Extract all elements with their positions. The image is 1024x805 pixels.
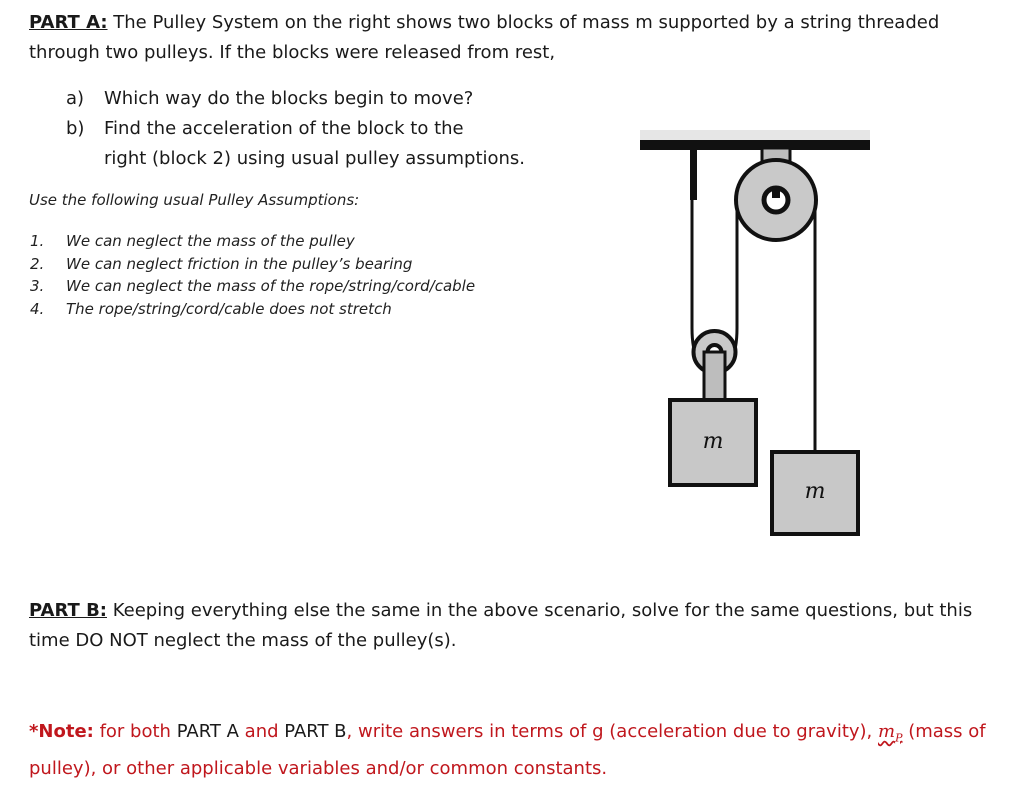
list-item-number: 4.: [30, 299, 45, 318]
note-heading: *Note:: [29, 721, 94, 742]
note-text-3: and: [238, 721, 285, 742]
note-part-b: PART B: [284, 721, 347, 742]
ceiling-highlight: [640, 130, 870, 140]
block-left: [670, 400, 756, 485]
note-part-a: PART A: [176, 721, 239, 742]
pulley-diagram: [630, 120, 880, 550]
note-text-1: for both: [93, 721, 177, 742]
fixed-pulley: [736, 160, 816, 240]
list-item: [30, 253, 475, 276]
pulley-mass-subscript: P: [895, 731, 903, 745]
question-b-text: Find the acceleration of the block to the: [104, 118, 464, 139]
block-right-label: m: [804, 479, 826, 504]
pulley-mass-base: m: [878, 721, 896, 742]
list-item-number: 1.: [30, 232, 45, 250]
block-left-label: m: [702, 429, 724, 454]
movable-pulley: [692, 328, 737, 400]
question-b-marker: b): [66, 118, 85, 139]
list-item-text: The rope/string/cord/cable does not stretch: [66, 299, 392, 318]
list-item: [30, 230, 475, 253]
question-a-marker: a): [66, 88, 85, 109]
question-b-continued: right (block 2) using usual pulley assumptions.: [104, 148, 526, 169]
block-right: [772, 452, 858, 534]
question-b: [66, 114, 464, 144]
list-item-number: 2.: [30, 254, 45, 273]
part-a-heading: PART A:: [29, 12, 108, 33]
list-item: [30, 275, 475, 298]
pulley-mass-symbol: [878, 721, 903, 745]
list-item-text: We can neglect friction in the pulley’s bearing: [66, 254, 413, 273]
assumptions-list: [30, 230, 475, 320]
note-text-6: (mass of pulley), or other applicable variables and/or common constants.: [29, 721, 986, 779]
part-b-heading: PART B:: [29, 600, 107, 621]
part-a-text: The Pulley System on the right shows two blocks of mass m supported by a string threaded through two pulleys. If the blocks were released from rest,: [29, 12, 940, 63]
list-item-number: 3.: [30, 277, 45, 295]
part-b: [29, 596, 999, 656]
question-a-text: Which way do the blocks begin to move?: [104, 88, 474, 109]
part-a-intro: [29, 8, 989, 68]
note: [29, 717, 999, 784]
list-item-text: We can neglect the mass of the rope/string/cord/cable: [66, 277, 476, 295]
list-item: [30, 298, 475, 321]
assumptions-title: Use the following usual Pulley Assumptions:: [29, 191, 360, 209]
ceiling-bar: [640, 140, 870, 150]
list-item-text: We can neglect the mass of the pulley: [66, 232, 355, 250]
part-b-text: Keeping everything else the same in the above scenario, solve for the same questions, but this time DO NOT neglect the mass of the pulley(s).: [29, 600, 973, 651]
note-text-5: , write answers in terms of g (acceleration due to gravity),: [346, 721, 878, 742]
question-a: [66, 84, 473, 114]
